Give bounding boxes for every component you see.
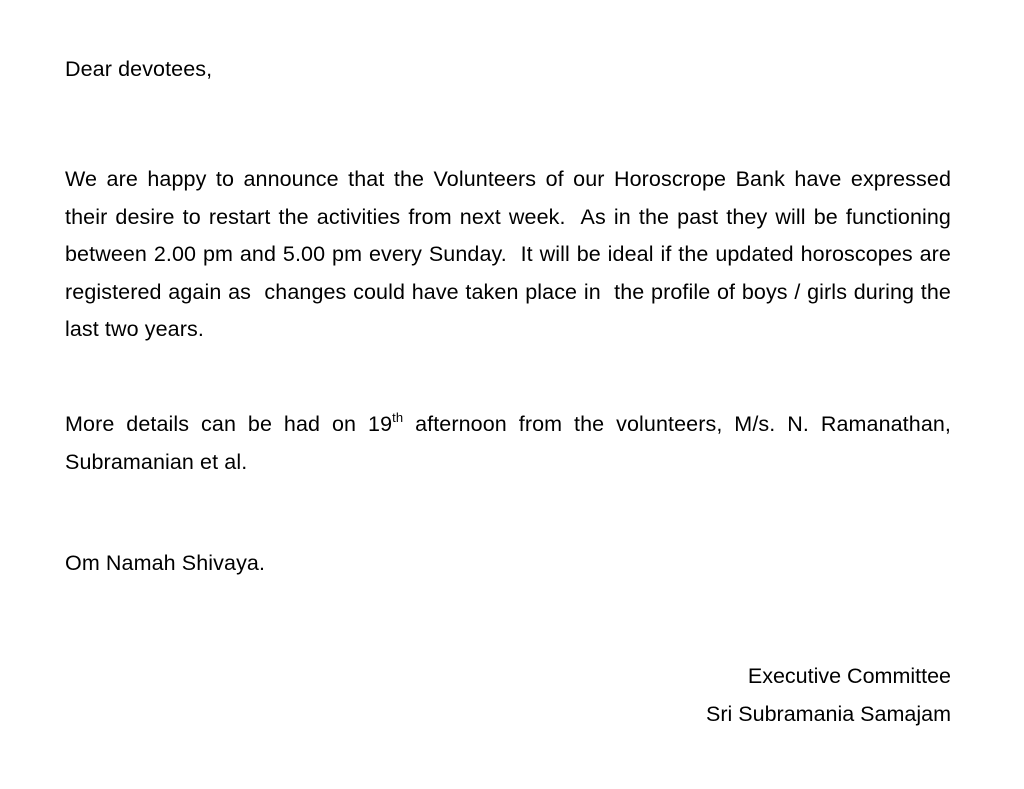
signature-committee: Executive Committee (747, 664, 951, 688)
announcement-paragraph: We are happy to announce that the Volunteers of our Horoscrope Bank have expressed their desire to restart the activities from next week. As in the past they will be functioning between 2.00 pm and 5.00 pm every Sunday. It will be ideal if the updated horoscopes are registered again as changes could have taken place in the profile of boys / girls during the last two years. (65, 167, 958, 341)
signature-organization: Sri Subramania Samajam (706, 701, 951, 726)
details-text-start: More details can be had on 19 (65, 412, 393, 436)
details-paragraph (65, 406, 951, 481)
signature-block (706, 658, 951, 733)
details-text-end: afternoon from the volunteers, M/s. N. Ramanathan, Subramanian et al. (65, 412, 952, 474)
closing-line: Om Namah Shivaya. (65, 551, 266, 575)
date-ordinal-suffix: th (392, 410, 404, 425)
salutation: Dear devotees, (65, 57, 213, 81)
